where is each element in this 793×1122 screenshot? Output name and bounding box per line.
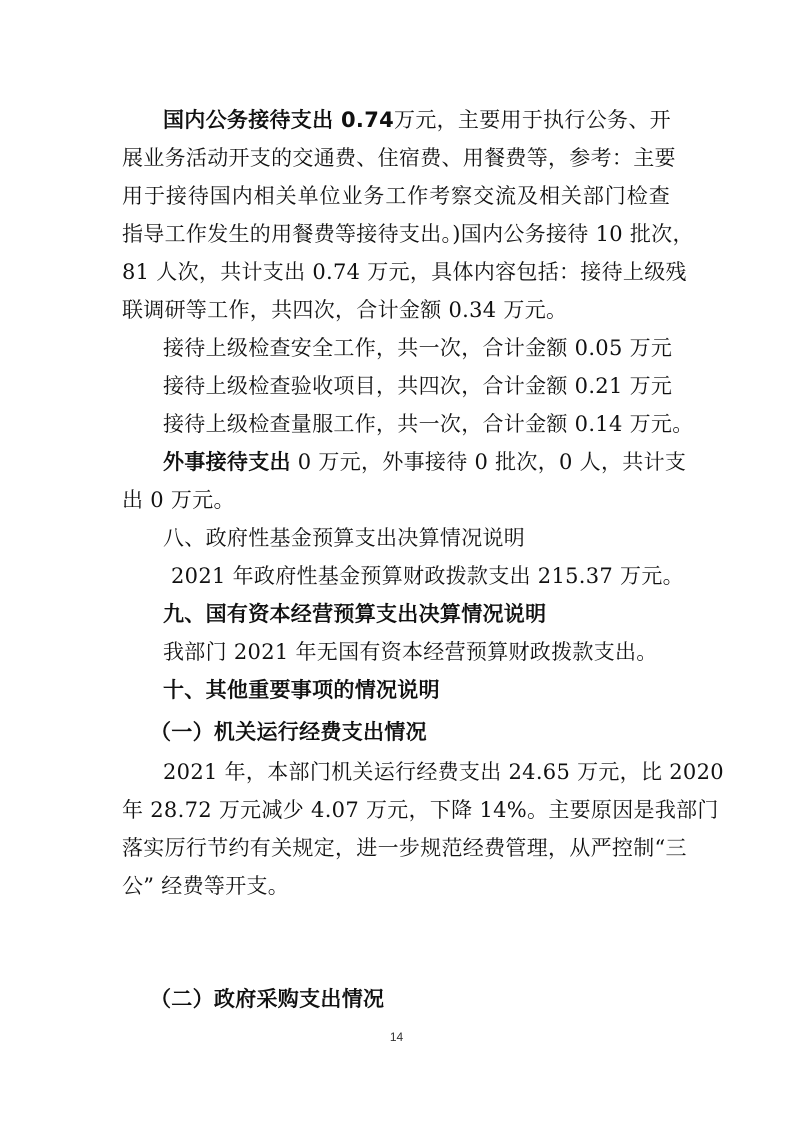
reception-item: 接待上级检查量服工作，共一次，合计金额 0.14 万元。 — [163, 412, 694, 436]
reception-paragraph-line-4: 指导工作发生的用餐费等接待支出。)国内公务接待 10 批次， — [122, 222, 694, 246]
reception-paragraph-line-3: 用于接待国内相关单位业务工作考察交流及相关部门检查 — [122, 184, 670, 208]
section-9-heading: 九、国有资本经营预算支出决算情况说明 — [163, 602, 547, 626]
operating-expense-line-3: 落实厉行节约有关规定，进一步规范经费管理，从严控制“三 — [122, 836, 687, 860]
foreign-reception-line-1: 外事接待支出 0 万元，外事接待 0 批次，0 人，共计支 — [163, 450, 687, 474]
reception-item: 接待上级检查安全工作，共一次，合计金额 0.05 万元 — [163, 336, 673, 360]
page-number: 14 — [389, 1030, 404, 1044]
operating-expense-line-2: 年 28.72 万元减少 4.07 万元，下降 14%。主要原因是我部门 — [122, 798, 719, 822]
foreign-reception-label: 外事接待支出 — [163, 450, 291, 474]
domestic-reception-label: 国内公务接待支出 0.74 — [163, 108, 395, 132]
section-9-text: 我部门 2021 年无国有资本经营预算财政拨款支出。 — [163, 640, 658, 664]
reception-paragraph-line-6: 联调研等工作，共四次，合计金额 0.34 万元。 — [122, 298, 568, 322]
operating-expense-line-4: 公” 经费等开支。 — [122, 874, 290, 898]
subsection-2-heading: （二）政府采购支出情况 — [150, 987, 385, 1011]
operating-expense-line-1: 2021 年，本部门机关运行经费支出 24.65 万元，比 2020 — [163, 760, 724, 784]
foreign-reception-line-2: 出 0 万元。 — [122, 488, 235, 512]
section-10-heading: 十、其他重要事项的情况说明 — [163, 678, 440, 702]
section-8-text: 2021 年政府性基金预算财政拨款支出 215.37 万元。 — [171, 564, 684, 588]
section-8-heading: 八、政府性基金预算支出决算情况说明 — [163, 526, 526, 550]
reception-paragraph-line-1: 国内公务接待支出 0.74万元，主要用于执行公务、开 — [163, 108, 671, 132]
reception-paragraph-line-5: 81 人次，共计支出 0.74 万元，具体内容包括：接待上级残 — [122, 260, 687, 284]
reception-paragraph-line-2: 展业务活动开支的交通费、住宿费、用餐费等，参考：主要 — [122, 146, 676, 170]
reception-item: 接待上级检查验收项目，共四次，合计金额 0.21 万元 — [163, 374, 673, 398]
subsection-1-heading: （一）机关运行经费支出情况 — [150, 720, 427, 744]
